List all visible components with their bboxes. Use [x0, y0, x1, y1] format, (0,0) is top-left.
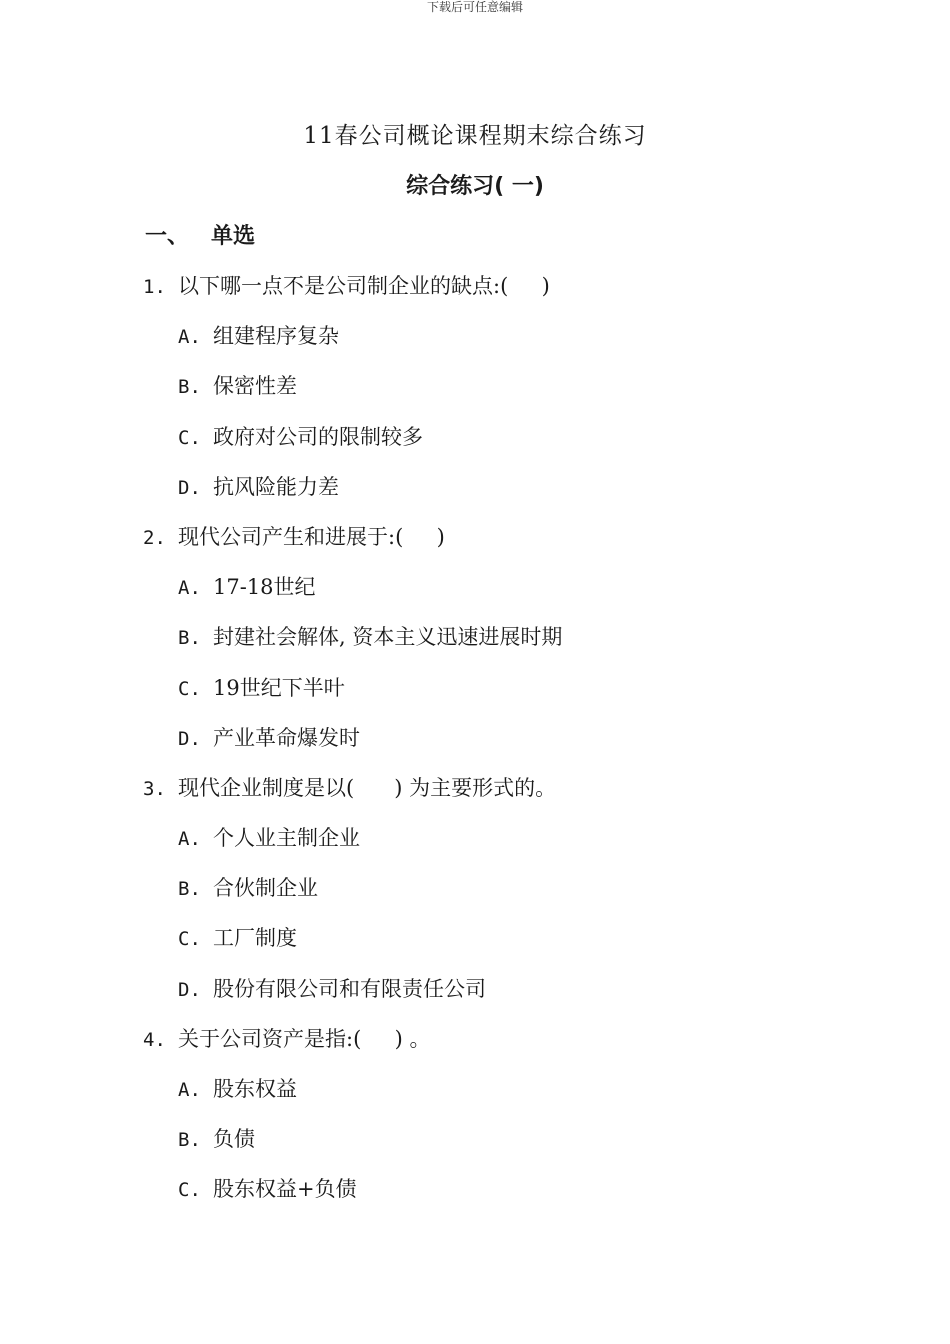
option-text: 封建社会解体, 资本主义迅速进展时期: [213, 625, 563, 650]
option-text: 负债: [213, 1127, 255, 1152]
option-2a: [0, 571, 950, 621]
option-letter: D.: [178, 978, 201, 1001]
question-2: [0, 521, 950, 571]
option-3c: [0, 922, 950, 972]
option-text: 保密性差: [213, 374, 297, 399]
option-letter: B.: [178, 627, 201, 650]
option-2c: [0, 672, 950, 722]
option-text: 17-18世纪: [213, 575, 316, 600]
question-1: [0, 270, 950, 320]
option-letter: A.: [178, 577, 201, 600]
question-number: 1.: [143, 276, 166, 298]
option-text: 产业革命爆发时: [213, 725, 360, 750]
question-4: [0, 1023, 950, 1073]
option-text: 个人业主制企业: [213, 826, 360, 851]
option-3b: [0, 872, 950, 922]
question-number: 2.: [143, 526, 166, 549]
option-letter: D.: [178, 727, 201, 750]
header-note: 下载后可任意编辑: [426, 0, 523, 14]
option-2d: [0, 722, 950, 772]
option-letter: B.: [178, 376, 201, 399]
question-text: 现代企业制度是以( ) 为主要形式的。: [178, 775, 557, 800]
option-letter: B.: [178, 878, 201, 901]
option-letter: A.: [178, 828, 201, 851]
option-letter: C.: [178, 426, 201, 449]
option-text: 政府对公司的限制较多: [213, 424, 423, 449]
option-1a: [0, 320, 950, 370]
question-number: 3.: [143, 777, 166, 800]
option-4b: [0, 1123, 950, 1173]
option-text: 抗风险能力差: [213, 474, 339, 499]
question-list: [0, 270, 950, 1224]
section-heading: [145, 222, 255, 252]
option-text: 股东权益: [213, 1077, 297, 1101]
option-letter: A.: [178, 326, 201, 349]
question-text: 关于公司资产是指:( ) 。: [178, 1026, 431, 1051]
question-number: 4.: [143, 1028, 166, 1051]
option-letter: C.: [178, 1179, 201, 1202]
option-3a: [0, 822, 950, 872]
option-text: 股份有限公司和有限责任公司: [213, 976, 486, 1001]
option-letter: C.: [178, 677, 201, 700]
option-letter: D.: [178, 476, 201, 499]
section-label: 单选: [211, 224, 256, 249]
option-1b: [0, 370, 950, 420]
option-letter: C.: [178, 928, 201, 951]
option-text: 19世纪下半叶: [213, 675, 345, 700]
option-letter: A.: [178, 1079, 201, 1101]
question-text: 现代公司产生和进展于:( ): [178, 524, 445, 549]
option-4c: [0, 1173, 950, 1223]
section-number: 一、: [145, 224, 190, 249]
option-3d: [0, 973, 950, 1023]
document-subtitle: 综合练习( 一): [406, 174, 544, 199]
question-3: [0, 772, 950, 822]
option-1c: [0, 421, 950, 471]
option-2b: [0, 621, 950, 671]
question-text: 以下哪一点不是公司制企业的缺点:( ): [178, 274, 550, 298]
option-text: 组建程序复杂: [213, 324, 339, 349]
document-title: 11春公司概论课程期末综合练习: [303, 123, 647, 149]
option-text: 股东权益+负债: [213, 1177, 357, 1202]
option-4a: [0, 1073, 950, 1123]
option-text: 工厂制度: [213, 926, 297, 951]
option-letter: B.: [178, 1129, 201, 1152]
option-1d: [0, 471, 950, 521]
option-text: 合伙制企业: [213, 876, 318, 901]
